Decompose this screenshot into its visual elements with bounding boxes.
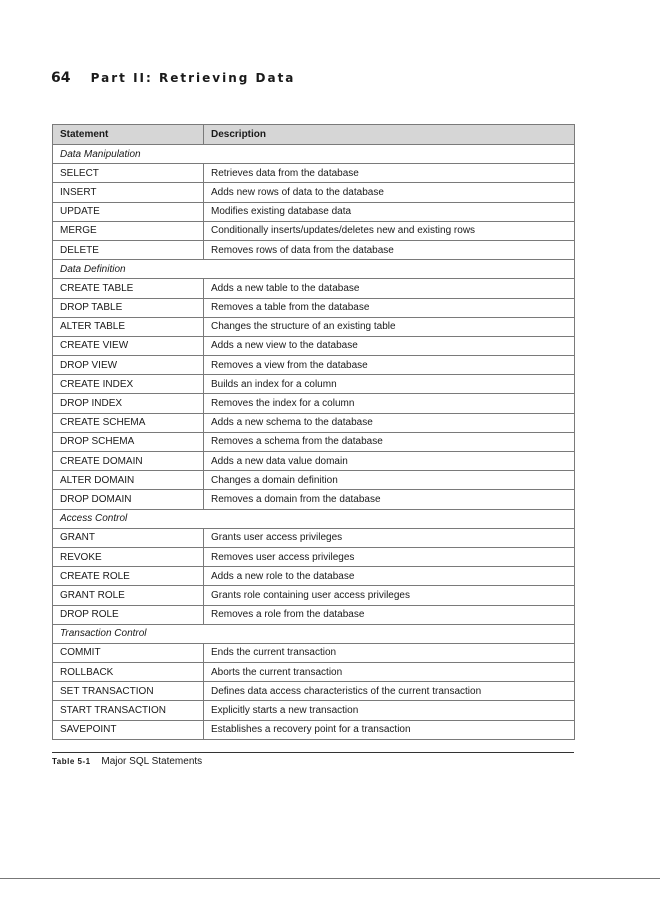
statement-cell: DROP TABLE: [53, 298, 204, 317]
group-row: [53, 624, 575, 643]
description-cell: Removes the index for a column: [204, 394, 575, 413]
table-row: [53, 701, 575, 720]
sql-statements-table: [52, 124, 575, 740]
description-cell: Adds a new view to the database: [204, 336, 575, 355]
description-cell: Adds a new schema to the database: [204, 413, 575, 432]
group-title: Data Manipulation: [53, 145, 575, 164]
table-row: [53, 413, 575, 432]
caption-label: Table 5-1: [52, 757, 91, 766]
page-number: 64: [51, 70, 71, 86]
table-row: [53, 432, 575, 451]
table-row: [53, 221, 575, 240]
table-row: [53, 240, 575, 259]
description-cell: Grants user access privileges: [204, 528, 575, 547]
description-cell: Removes a schema from the database: [204, 432, 575, 451]
caption-text: Major SQL Statements: [101, 756, 203, 767]
table-row: [53, 490, 575, 509]
table-row: [53, 586, 575, 605]
description-cell: Conditionally inserts/updates/deletes new and existing rows: [204, 221, 575, 240]
description-cell: Removes user access privileges: [204, 547, 575, 566]
statement-cell: ROLLBACK: [53, 663, 204, 682]
description-cell: Changes a domain definition: [204, 471, 575, 490]
group-row: [53, 145, 575, 164]
table-row: [53, 183, 575, 202]
group-row: [53, 260, 575, 279]
table-row: [53, 605, 575, 624]
table-row: [53, 643, 575, 662]
statement-cell: SET TRANSACTION: [53, 682, 204, 701]
table-row: [53, 356, 575, 375]
group-title: Data Definition: [53, 260, 575, 279]
statement-cell: DROP ROLE: [53, 605, 204, 624]
description-cell: Removes a view from the database: [204, 356, 575, 375]
statement-cell: CREATE SCHEMA: [53, 413, 204, 432]
description-cell: Defines data access characteristics of the current transaction: [204, 682, 575, 701]
table-row: [53, 336, 575, 355]
column-header-statement: Statement: [53, 125, 204, 145]
description-cell: Removes a domain from the database: [204, 490, 575, 509]
statement-cell: SAVEPOINT: [53, 720, 204, 739]
statement-cell: DROP DOMAIN: [53, 490, 204, 509]
description-cell: Ends the current transaction: [204, 643, 575, 662]
group-row: [53, 509, 575, 528]
table-row: [53, 663, 575, 682]
statement-cell: CREATE DOMAIN: [53, 452, 204, 471]
table-row: [53, 528, 575, 547]
statement-cell: GRANT: [53, 528, 204, 547]
statement-cell: CREATE ROLE: [53, 567, 204, 586]
statement-cell: GRANT ROLE: [53, 586, 204, 605]
description-cell: Adds a new data value domain: [204, 452, 575, 471]
page-header: [51, 70, 295, 86]
running-title: Part II: Retrieving Data: [90, 71, 296, 85]
table-row: [53, 471, 575, 490]
description-cell: Adds a new table to the database: [204, 279, 575, 298]
group-title: Access Control: [53, 509, 575, 528]
description-cell: Builds an index for a column: [204, 375, 575, 394]
table-row: [53, 394, 575, 413]
description-cell: Aborts the current transaction: [204, 663, 575, 682]
description-cell: Removes a role from the database: [204, 605, 575, 624]
statement-cell: INSERT: [53, 183, 204, 202]
table-row: [53, 547, 575, 566]
description-cell: Establishes a recovery point for a transaction: [204, 720, 575, 739]
table-row: [53, 720, 575, 739]
description-cell: Modifies existing database data: [204, 202, 575, 221]
statement-cell: UPDATE: [53, 202, 204, 221]
table-row: [53, 202, 575, 221]
statement-cell: DELETE: [53, 240, 204, 259]
sql-statements-table-container: [52, 124, 574, 740]
table-caption: [52, 756, 202, 767]
statement-cell: CREATE VIEW: [53, 336, 204, 355]
statement-cell: ALTER TABLE: [53, 317, 204, 336]
statement-cell: REVOKE: [53, 547, 204, 566]
statement-cell: CREATE INDEX: [53, 375, 204, 394]
statement-cell: START TRANSACTION: [53, 701, 204, 720]
column-header-description: Description: [204, 125, 575, 145]
statement-cell: DROP INDEX: [53, 394, 204, 413]
description-cell: Adds new rows of data to the database: [204, 183, 575, 202]
table-row: [53, 298, 575, 317]
description-cell: Changes the structure of an existing table: [204, 317, 575, 336]
statement-cell: DROP VIEW: [53, 356, 204, 375]
description-cell: Adds a new role to the database: [204, 567, 575, 586]
table-row: [53, 682, 575, 701]
table-row: [53, 279, 575, 298]
statement-cell: ALTER DOMAIN: [53, 471, 204, 490]
description-cell: Grants role containing user access privileges: [204, 586, 575, 605]
statement-cell: CREATE TABLE: [53, 279, 204, 298]
description-cell: Explicitly starts a new transaction: [204, 701, 575, 720]
table-row: [53, 164, 575, 183]
description-cell: Removes rows of data from the database: [204, 240, 575, 259]
table-row: [53, 567, 575, 586]
table-row: [53, 452, 575, 471]
statement-cell: COMMIT: [53, 643, 204, 662]
statement-cell: MERGE: [53, 221, 204, 240]
table-header-row: [53, 125, 575, 145]
group-title: Transaction Control: [53, 624, 575, 643]
statement-cell: DROP SCHEMA: [53, 432, 204, 451]
table-row: [53, 317, 575, 336]
statement-cell: SELECT: [53, 164, 204, 183]
table-row: [53, 375, 575, 394]
caption-rule: [52, 752, 574, 753]
description-cell: Retrieves data from the database: [204, 164, 575, 183]
page-bottom-line: [0, 878, 660, 879]
description-cell: Removes a table from the database: [204, 298, 575, 317]
table-body: [53, 145, 575, 740]
